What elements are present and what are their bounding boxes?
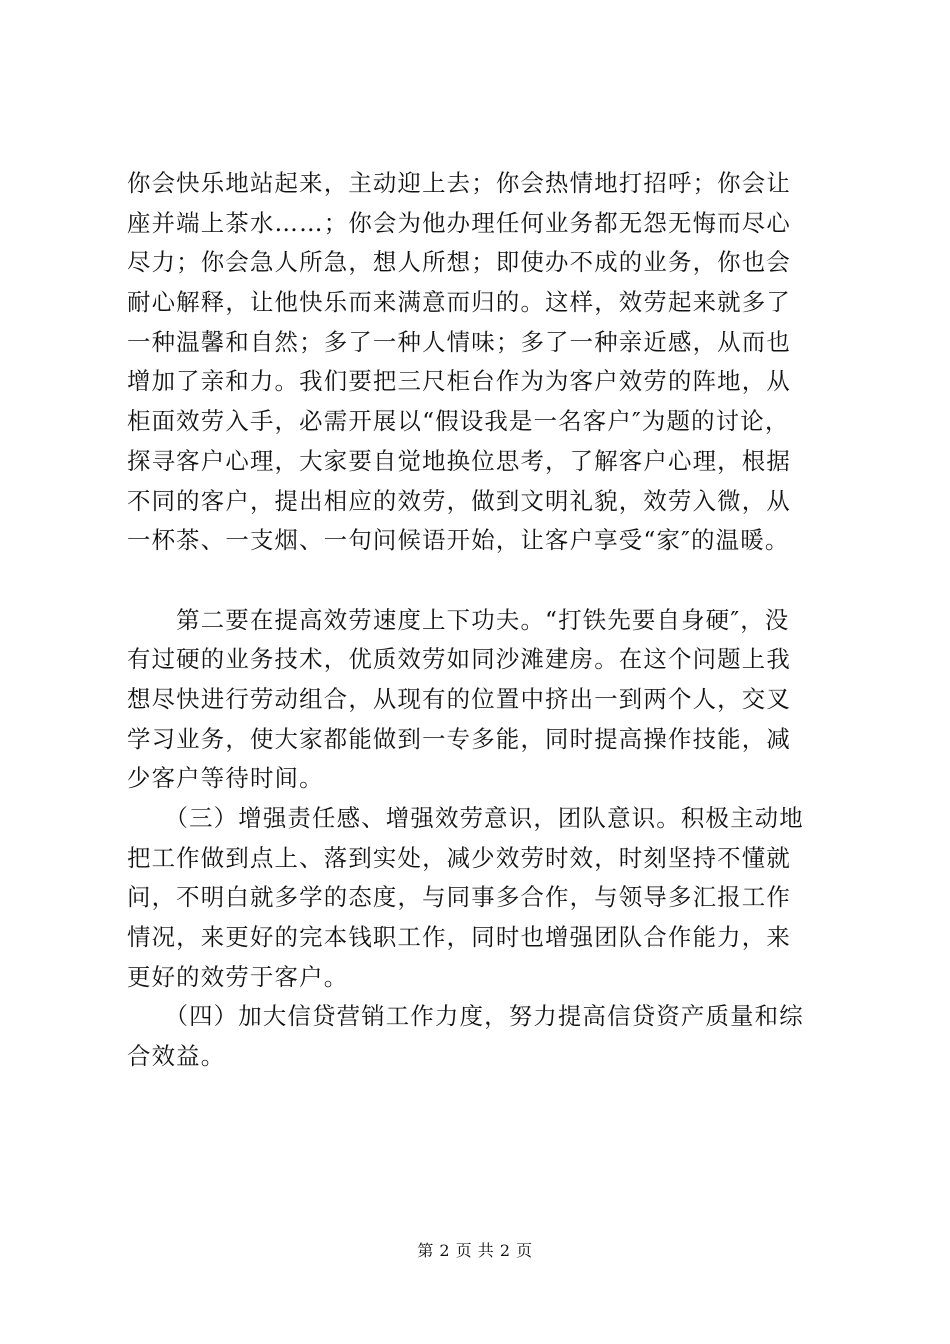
text-line: 不同的客户，提出相应的效劳，做到文明礼貌，效劳入微，从 [127,486,791,515]
text-line: 第二要在提高效劳速度上下功夫。“打铁先要自身硬″，没 [127,605,790,634]
text-line: 耐心解释，让他快乐而来满意而归的。这样，效劳起来就多了 [127,288,791,317]
text-line: 柜面效劳入手，必需开展以“假设我是一名客户″为题的讨论， [127,407,790,436]
text-line: 想尽快进行劳动组合，从现有的位置中挤出一到两个人，交叉 [127,684,791,713]
text-line: 更好的效劳于客户。 [127,962,349,991]
paragraph-service-speed [127,601,845,1077]
text-line: 少客户等待时间。 [127,764,324,793]
paragraph-service-attitude [127,164,845,561]
document-body [127,164,845,1077]
text-line: 学习业务，使大家都能做到一专多能，同时提高操作技能，减 [127,724,791,753]
text-line: 合效益。 [127,1042,226,1071]
text-line: 尽力；你会急人所急，想人所想；即使办不成的业务，你也会 [127,248,791,277]
text-line: 问，不明白就多学的态度，与同事多合作，与领导多汇报工作 [127,883,791,912]
text-line: 一种温馨和自然；多了一种人情味；多了一种亲近感，从而也 [127,327,791,356]
text-line: 有过硬的业务技术，优质效劳如同沙滩建房。在这个问题上我 [127,645,791,674]
text-line: 情况，来更好的完本钱职工作，同时也增强团队合作能力，来 [127,923,791,952]
text-line: 你会快乐地站起来，主动迎上去；你会热情地打招呼；你会让 [127,169,791,197]
page-number: 第 2 页 共 2 页 [417,1241,533,1260]
text-line: 探寻客户心理，大家要自觉地换位思考，了解客户心理，根据 [127,446,791,475]
text-line: （四）加大信贷营销工作力度，努力提高信贷资产质量和综 [127,1002,804,1031]
text-line: 一杯茶、一支烟、一句问候语开始，让客户享受“家″的温暖。 [127,526,790,555]
page-footer [0,1240,950,1262]
text-line: 把工作做到点上、落到实处，减少效劳时效，时刻坚持不懂就 [127,843,791,872]
text-line: 座并端上茶水……；你会为他办理任何业务都无怨无悔而尽心 [127,208,791,237]
paragraph-spacer [127,561,845,601]
text-line: （三）增强责任感、增强效劳意识，团队意识。积极主动地 [127,804,804,832]
text-line: 增加了亲和力。我们要把三尺柜台作为为客户效劳的阵地，从 [127,367,791,396]
